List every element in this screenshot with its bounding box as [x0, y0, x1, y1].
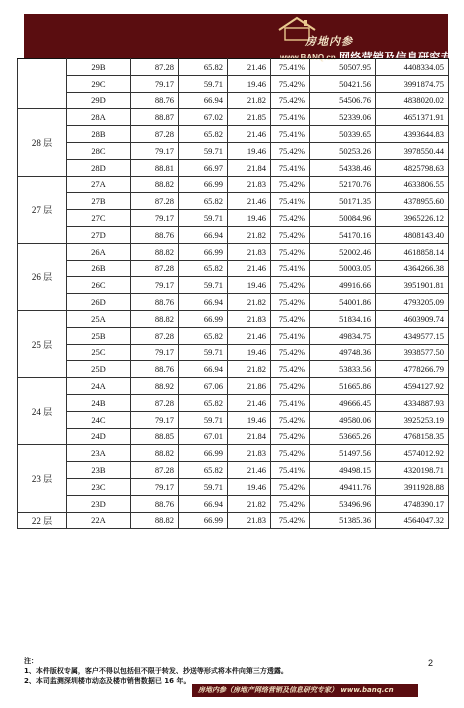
- value-cell: 75.42%: [271, 294, 310, 311]
- value-cell: 87.28: [131, 462, 179, 479]
- value-cell: 50003.05: [310, 260, 376, 277]
- value-cell: 4778266.79: [376, 361, 449, 378]
- value-cell: 3925253.19: [376, 411, 449, 428]
- value-cell: 4748390.17: [376, 495, 449, 512]
- value-cell: 75.42%: [271, 512, 310, 529]
- value-cell: 19.46: [228, 277, 271, 294]
- value-cell: 51834.16: [310, 310, 376, 327]
- value-cell: 75.41%: [271, 260, 310, 277]
- value-cell: 21.46: [228, 193, 271, 210]
- value-cell: 75.41%: [271, 327, 310, 344]
- value-cell: 79.17: [131, 411, 179, 428]
- value-cell: 66.94: [179, 294, 228, 311]
- value-cell: 4564047.32: [376, 512, 449, 529]
- value-cell: 3978550.44: [376, 142, 449, 159]
- unit-code-cell: 24A: [67, 378, 131, 395]
- table-row: [18, 361, 449, 378]
- floor-label: 23 层: [18, 445, 67, 512]
- table-row: [18, 411, 449, 428]
- value-cell: 75.42%: [271, 142, 310, 159]
- value-cell: 66.94: [179, 361, 228, 378]
- value-cell: 21.46: [228, 59, 271, 76]
- value-cell: 59.71: [179, 344, 228, 361]
- table-row: [18, 75, 449, 92]
- value-cell: 3938577.50: [376, 344, 449, 361]
- value-cell: 75.42%: [271, 210, 310, 227]
- value-cell: 88.81: [131, 159, 179, 176]
- value-cell: 75.42%: [271, 495, 310, 512]
- value-cell: 66.99: [179, 445, 228, 462]
- value-cell: 21.82: [228, 495, 271, 512]
- value-cell: 51665.86: [310, 378, 376, 395]
- value-cell: 88.82: [131, 310, 179, 327]
- value-cell: 65.82: [179, 59, 228, 76]
- value-cell: 88.82: [131, 445, 179, 462]
- value-cell: 66.99: [179, 310, 228, 327]
- unit-code-cell: 25C: [67, 344, 131, 361]
- value-cell: 53665.26: [310, 428, 376, 445]
- value-cell: 75.42%: [271, 310, 310, 327]
- unit-code-cell: 27D: [67, 226, 131, 243]
- value-cell: 65.82: [179, 327, 228, 344]
- unit-code-cell: 26B: [67, 260, 131, 277]
- value-cell: 19.46: [228, 478, 271, 495]
- unit-code-cell: 22A: [67, 512, 131, 529]
- value-cell: 67.06: [179, 378, 228, 395]
- table-row: [18, 478, 449, 495]
- footer-brand-bar: 房地内参（房地产网络营销及信息研究专家） www.banq.cn: [192, 684, 418, 697]
- unit-code-cell: 24B: [67, 394, 131, 411]
- value-cell: 88.92: [131, 378, 179, 395]
- value-cell: 65.82: [179, 394, 228, 411]
- value-cell: 54338.46: [310, 159, 376, 176]
- value-cell: 54001.86: [310, 294, 376, 311]
- unit-code-cell: 26C: [67, 277, 131, 294]
- value-cell: 75.42%: [271, 344, 310, 361]
- value-cell: 50084.96: [310, 210, 376, 227]
- value-cell: 87.28: [131, 394, 179, 411]
- value-cell: 51497.56: [310, 445, 376, 462]
- value-cell: 75.42%: [271, 478, 310, 495]
- value-cell: 50507.95: [310, 59, 376, 76]
- value-cell: 49916.66: [310, 277, 376, 294]
- table-row: [18, 445, 449, 462]
- value-cell: 21.85: [228, 109, 271, 126]
- value-cell: 52339.06: [310, 109, 376, 126]
- value-cell: 67.01: [179, 428, 228, 445]
- unit-code-cell: 27B: [67, 193, 131, 210]
- value-cell: 21.83: [228, 445, 271, 462]
- value-cell: 21.83: [228, 176, 271, 193]
- value-cell: 66.94: [179, 92, 228, 109]
- unit-code-cell: 29B: [67, 59, 131, 76]
- unit-code-cell: 26A: [67, 243, 131, 260]
- value-cell: 75.41%: [271, 59, 310, 76]
- value-cell: 4334887.93: [376, 394, 449, 411]
- value-cell: 75.42%: [271, 226, 310, 243]
- value-cell: 4408334.05: [376, 59, 449, 76]
- value-cell: 75.42%: [271, 176, 310, 193]
- unit-data-table-container: [17, 58, 448, 529]
- logo-url: www.BANQ.cn: [280, 53, 336, 62]
- value-cell: 50339.65: [310, 126, 376, 143]
- note-line-1: 1、本件版权专属，客户不得以包括但不限于转发、抄送等形式将本件向第三方透露。: [24, 667, 288, 675]
- value-cell: 4594127.92: [376, 378, 449, 395]
- value-cell: 21.82: [228, 294, 271, 311]
- floor-label: 22 层: [18, 512, 67, 529]
- value-cell: 21.82: [228, 226, 271, 243]
- value-cell: 79.17: [131, 478, 179, 495]
- table-row: [18, 378, 449, 395]
- value-cell: 88.76: [131, 361, 179, 378]
- value-cell: 79.17: [131, 210, 179, 227]
- value-cell: 4808143.40: [376, 226, 449, 243]
- value-cell: 19.46: [228, 142, 271, 159]
- value-cell: 66.94: [179, 495, 228, 512]
- unit-code-cell: 26D: [67, 294, 131, 311]
- table-row: [18, 243, 449, 260]
- unit-code-cell: 24C: [67, 411, 131, 428]
- value-cell: 4768158.35: [376, 428, 449, 445]
- table-row: [18, 344, 449, 361]
- value-cell: 52002.46: [310, 243, 376, 260]
- value-cell: 21.83: [228, 243, 271, 260]
- value-cell: 53833.56: [310, 361, 376, 378]
- value-cell: 54170.16: [310, 226, 376, 243]
- table-row: [18, 495, 449, 512]
- unit-code-cell: 25A: [67, 310, 131, 327]
- value-cell: 51385.36: [310, 512, 376, 529]
- value-cell: 3911928.88: [376, 478, 449, 495]
- table-row: [18, 193, 449, 210]
- value-cell: 65.82: [179, 462, 228, 479]
- value-cell: 19.46: [228, 344, 271, 361]
- value-cell: 88.76: [131, 226, 179, 243]
- floor-label: 25 层: [18, 310, 67, 377]
- floor-label: 28 层: [18, 109, 67, 176]
- table-row: [18, 92, 449, 109]
- value-cell: 3951901.81: [376, 277, 449, 294]
- value-cell: 88.76: [131, 294, 179, 311]
- value-cell: 59.71: [179, 75, 228, 92]
- table-row: [18, 226, 449, 243]
- value-cell: 49748.36: [310, 344, 376, 361]
- value-cell: 88.87: [131, 109, 179, 126]
- value-cell: 50171.35: [310, 193, 376, 210]
- footnotes: [24, 656, 424, 686]
- value-cell: 3991874.75: [376, 75, 449, 92]
- table-row: [18, 109, 449, 126]
- value-cell: 88.85: [131, 428, 179, 445]
- table-row: [18, 126, 449, 143]
- value-cell: 88.82: [131, 512, 179, 529]
- logo-script-text: 房地内参: [305, 36, 353, 48]
- table-row: [18, 176, 449, 193]
- unit-code-cell: 23D: [67, 495, 131, 512]
- value-cell: 87.28: [131, 327, 179, 344]
- value-cell: 19.46: [228, 411, 271, 428]
- value-cell: 4633806.55: [376, 176, 449, 193]
- value-cell: 59.71: [179, 411, 228, 428]
- unit-code-cell: 28C: [67, 142, 131, 159]
- value-cell: 75.42%: [271, 361, 310, 378]
- value-cell: 88.76: [131, 92, 179, 109]
- value-cell: 4651371.91: [376, 109, 449, 126]
- floor-label: 24 层: [18, 378, 67, 445]
- table-row: [18, 59, 449, 76]
- value-cell: 21.46: [228, 394, 271, 411]
- table-body: [18, 59, 449, 529]
- value-cell: 87.28: [131, 59, 179, 76]
- value-cell: 59.71: [179, 478, 228, 495]
- value-cell: 88.76: [131, 495, 179, 512]
- unit-code-cell: 25D: [67, 361, 131, 378]
- table-row: [18, 294, 449, 311]
- value-cell: 4603909.74: [376, 310, 449, 327]
- unit-code-cell: 27A: [67, 176, 131, 193]
- value-cell: 21.83: [228, 512, 271, 529]
- value-cell: 21.46: [228, 126, 271, 143]
- value-cell: 4393644.83: [376, 126, 449, 143]
- value-cell: 49666.45: [310, 394, 376, 411]
- value-cell: 65.82: [179, 193, 228, 210]
- value-cell: 67.02: [179, 109, 228, 126]
- value-cell: 66.97: [179, 159, 228, 176]
- value-cell: 19.46: [228, 75, 271, 92]
- value-cell: 75.41%: [271, 394, 310, 411]
- value-cell: 75.42%: [271, 428, 310, 445]
- value-cell: 50253.26: [310, 142, 376, 159]
- value-cell: 49411.76: [310, 478, 376, 495]
- unit-code-cell: 23B: [67, 462, 131, 479]
- value-cell: 21.84: [228, 428, 271, 445]
- table-row: [18, 260, 449, 277]
- value-cell: 66.99: [179, 512, 228, 529]
- table-row: [18, 310, 449, 327]
- value-cell: 4838020.02: [376, 92, 449, 109]
- value-cell: 75.41%: [271, 462, 310, 479]
- unit-code-cell: 27C: [67, 210, 131, 227]
- value-cell: 66.99: [179, 243, 228, 260]
- unit-code-cell: 25B: [67, 327, 131, 344]
- value-cell: 65.82: [179, 126, 228, 143]
- value-cell: 4320198.71: [376, 462, 449, 479]
- value-cell: 75.42%: [271, 378, 310, 395]
- value-cell: 75.41%: [271, 193, 310, 210]
- table-row: [18, 462, 449, 479]
- unit-code-cell: 23C: [67, 478, 131, 495]
- unit-code-cell: 24D: [67, 428, 131, 445]
- value-cell: 87.28: [131, 126, 179, 143]
- value-cell: 75.41%: [271, 159, 310, 176]
- value-cell: 75.41%: [271, 126, 310, 143]
- page-number: 2: [428, 658, 434, 668]
- floor-label: 27 层: [18, 176, 67, 243]
- value-cell: 79.17: [131, 142, 179, 159]
- value-cell: 79.17: [131, 277, 179, 294]
- value-cell: 88.82: [131, 243, 179, 260]
- value-cell: 21.46: [228, 327, 271, 344]
- value-cell: 4378955.60: [376, 193, 449, 210]
- unit-data-table: [17, 58, 449, 529]
- value-cell: 4793205.09: [376, 294, 449, 311]
- value-cell: 4349577.15: [376, 327, 449, 344]
- value-cell: 21.46: [228, 462, 271, 479]
- unit-code-cell: 28D: [67, 159, 131, 176]
- value-cell: 87.28: [131, 193, 179, 210]
- value-cell: 75.42%: [271, 411, 310, 428]
- header-banner: [24, 14, 464, 64]
- value-cell: 75.42%: [271, 92, 310, 109]
- table-row: [18, 512, 449, 529]
- value-cell: 66.94: [179, 226, 228, 243]
- value-cell: 75.42%: [271, 75, 310, 92]
- table-row: [18, 277, 449, 294]
- value-cell: 88.82: [131, 176, 179, 193]
- note-line-2: 2、本司监测深圳楼市动态及楼市销售数据已 16 年。: [24, 677, 191, 685]
- unit-code-cell: 29D: [67, 92, 131, 109]
- table-row: [18, 394, 449, 411]
- unit-code-cell: 28A: [67, 109, 131, 126]
- floor-label: 26 层: [18, 243, 67, 310]
- value-cell: 21.86: [228, 378, 271, 395]
- value-cell: 75.41%: [271, 109, 310, 126]
- unit-code-cell: 29C: [67, 75, 131, 92]
- value-cell: 53496.96: [310, 495, 376, 512]
- value-cell: 52170.76: [310, 176, 376, 193]
- value-cell: 75.42%: [271, 277, 310, 294]
- value-cell: 65.82: [179, 260, 228, 277]
- value-cell: 87.28: [131, 260, 179, 277]
- value-cell: 4364266.38: [376, 260, 449, 277]
- header-title: 网络营销及信息研究专家: [339, 52, 464, 64]
- value-cell: 49498.15: [310, 462, 376, 479]
- floor-label: [18, 59, 67, 109]
- unit-code-cell: 28B: [67, 126, 131, 143]
- value-cell: 4618858.14: [376, 243, 449, 260]
- table-row: [18, 327, 449, 344]
- value-cell: 21.82: [228, 92, 271, 109]
- value-cell: 75.42%: [271, 445, 310, 462]
- table-row: [18, 210, 449, 227]
- value-cell: 4825798.63: [376, 159, 449, 176]
- value-cell: 3965226.12: [376, 210, 449, 227]
- value-cell: 59.71: [179, 142, 228, 159]
- value-cell: 21.84: [228, 159, 271, 176]
- value-cell: 21.82: [228, 361, 271, 378]
- value-cell: 50421.56: [310, 75, 376, 92]
- unit-code-cell: 23A: [67, 445, 131, 462]
- value-cell: 4574012.92: [376, 445, 449, 462]
- value-cell: 59.71: [179, 210, 228, 227]
- table-row: [18, 428, 449, 445]
- value-cell: 54506.76: [310, 92, 376, 109]
- value-cell: 21.83: [228, 310, 271, 327]
- value-cell: 21.46: [228, 260, 271, 277]
- note-label: 注：: [24, 657, 38, 665]
- value-cell: 19.46: [228, 210, 271, 227]
- value-cell: 59.71: [179, 277, 228, 294]
- table-row: [18, 159, 449, 176]
- value-cell: 66.99: [179, 176, 228, 193]
- value-cell: 79.17: [131, 344, 179, 361]
- value-cell: 49580.06: [310, 411, 376, 428]
- value-cell: 75.42%: [271, 243, 310, 260]
- table-row: [18, 142, 449, 159]
- value-cell: 79.17: [131, 75, 179, 92]
- value-cell: 49834.75: [310, 327, 376, 344]
